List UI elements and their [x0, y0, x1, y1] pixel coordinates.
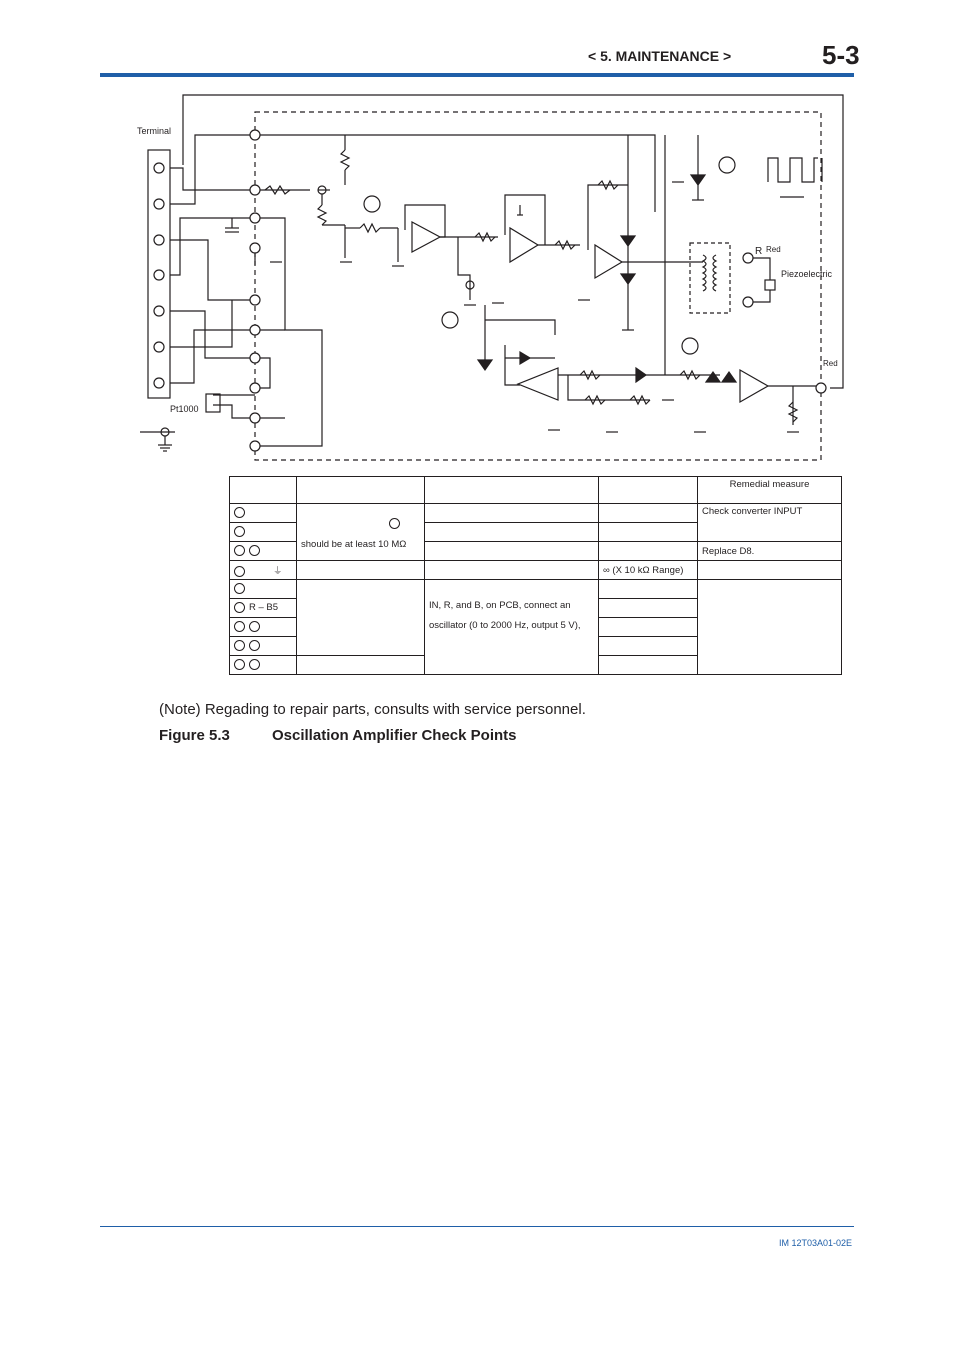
check-points-table	[229, 476, 842, 675]
check-point-icon	[234, 566, 245, 577]
footer-rule	[100, 1226, 854, 1227]
opamp-5	[740, 370, 768, 402]
chassis-ground-icon	[140, 428, 175, 451]
terminal-screws	[154, 163, 164, 388]
opamp-4	[518, 368, 558, 400]
diode-d7	[706, 372, 720, 382]
page-number: 5-3	[822, 40, 860, 70]
col-check-point	[230, 477, 297, 504]
transformer-box	[690, 243, 730, 313]
diode-d4	[478, 360, 492, 370]
check-point-icon	[234, 659, 245, 670]
col-method	[425, 477, 599, 504]
table-row	[230, 580, 842, 599]
remedy-cell: Check converter INPUT	[698, 504, 842, 542]
col-remedial: Remedial measure	[698, 477, 842, 504]
check-point-icon	[234, 526, 245, 537]
ground-icons	[340, 182, 799, 432]
red-label-2: Red	[823, 359, 838, 368]
terminal-block	[148, 150, 170, 398]
check-point-icon	[234, 583, 245, 594]
diode-d8	[722, 372, 736, 382]
pt1000-resistor	[206, 394, 220, 412]
document-id: IM 12T03A01-02E	[779, 1238, 853, 1248]
check-point-icon	[234, 640, 245, 651]
remedy-cell: Replace D8.	[698, 542, 842, 561]
bias-resistor	[341, 150, 349, 170]
diode-d6	[636, 368, 646, 382]
figure-number: Figure 5.3	[159, 727, 230, 744]
terminal-label: Terminal	[137, 126, 172, 136]
check-point-icon	[249, 640, 260, 651]
pt1000-label: Pt1000	[170, 404, 199, 414]
check-point-icon	[249, 621, 260, 632]
opamp-2	[510, 228, 538, 262]
r-label: R	[755, 246, 763, 257]
check-point-3	[442, 312, 458, 328]
col-condition	[297, 477, 425, 504]
oscillation-amplifier-schematic	[0, 0, 954, 470]
ground-icon: ⏚	[273, 566, 283, 577]
diode-d1	[621, 236, 635, 246]
red-label-1: Red	[766, 245, 781, 254]
check-point-icon	[234, 545, 245, 556]
table-row	[230, 504, 842, 523]
check-point-1	[364, 196, 380, 212]
section-header: < 5. MAINTENANCE >	[588, 48, 732, 64]
point-label: R – B5	[249, 602, 279, 614]
check-point-4	[682, 338, 698, 354]
check-point-icon	[389, 518, 400, 529]
check-point-icon	[234, 621, 245, 632]
piezo-label: Piezoelectric	[781, 269, 833, 279]
piezo-element	[765, 280, 775, 290]
reading-cell: ∞ (X 10 kΩ Range)	[599, 561, 698, 580]
square-wave-icon	[768, 158, 818, 182]
table-row	[230, 561, 842, 580]
condition-text: should be at least 10 MΩ	[301, 539, 407, 550]
method-line-2: oscillator (0 to 2000 Hz, output 5 V),	[429, 620, 581, 631]
check-point-icon	[234, 507, 245, 518]
diode-d2	[621, 274, 635, 284]
transformer-primary	[703, 255, 706, 291]
opamp-3	[595, 245, 622, 278]
terminal-wiring	[170, 135, 255, 418]
figure-title: Oscillation Amplifier Check Points	[272, 727, 517, 744]
opamp-1	[412, 222, 440, 252]
col-reading	[599, 477, 698, 504]
check-point-icon	[249, 659, 260, 670]
method-line-1: IN, R, and B, on PCB, connect an	[429, 600, 571, 611]
check-point-icon	[249, 545, 260, 556]
pcb-boundary	[255, 112, 821, 460]
repair-note: (Note) Regading to repair parts, consults with service personnel.	[159, 701, 586, 718]
check-point-icon	[234, 602, 245, 613]
check-point-2	[719, 157, 735, 173]
